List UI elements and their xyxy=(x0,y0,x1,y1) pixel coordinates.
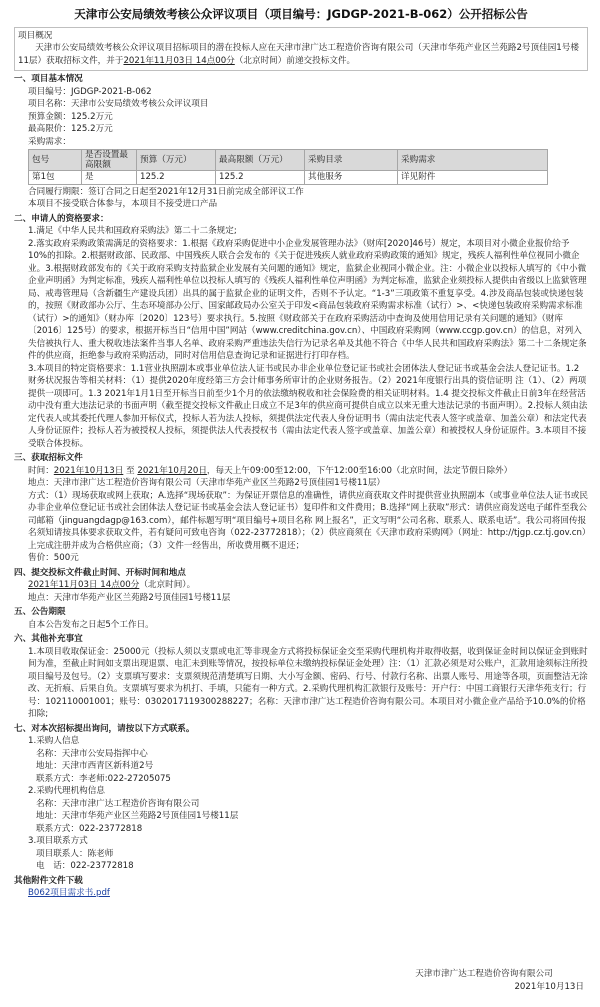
obtain-method: 方式：（1）现场获取或网上获取；A.选择“现场获取”：为保证开票信息的准确性，请供应商获取文件时提供营业执照副本（或事业单位法人证书或民办非企业单位登记证书或社会团体法人登记证书或基金会法人登记证书）复印件和文件费用；B.选择“网上获取”形式：请供应商发送电子邮件至我公司邮箱（jinguangdagp@163.com），邮件标题写明“项目编号+项目名称 网上报名”，正文写明“公司名称、联系人、联系电话”。我公司将回传报名须知请按具体要求获取文件，若有疑问可致电咨询（022-23772818）；（2）供应商须在《天津市政府采购网》（网址：http://tjgp.cz.tj.gov.cn）上完成注册并成为合格供应商；（3）文件一经售出，所收费用概不退还； xyxy=(28,490,588,551)
max-price: 最高限价：125.2万元 xyxy=(28,124,113,134)
table-row xyxy=(29,171,548,185)
contract-period: 合同履行期限：签订合同之日起至2021年12月31日前完成全部评议工作 xyxy=(28,186,304,197)
procurement-needs-label: 采购需求： xyxy=(28,136,71,147)
consortium-note: 本项目不接受联合体参与，本项目不接受进口产品 xyxy=(28,199,218,209)
signature-company: 天津市津广达工程造价咨询有限公司 xyxy=(415,969,553,979)
section-contact-heading: 七、对本次招标提出询问，请按以下方式联系。 xyxy=(14,723,195,734)
package-table xyxy=(28,149,548,185)
project-contact-heading: 3.项目联系方式 xyxy=(28,836,88,846)
deadline-time: 2021年11月03日 14点00分（北京时间）。 xyxy=(28,580,196,590)
date-end: 2021年10月20日 xyxy=(137,465,207,476)
table-header-row xyxy=(29,150,548,171)
table-cell: 其他服务 xyxy=(305,171,398,185)
project-contact-person: 项目联系人：陈老师 xyxy=(36,848,114,859)
purchaser-heading: 1.采购人信息 xyxy=(28,736,80,746)
agency-name: 名称：天津市津广达工程造价咨询有限公司 xyxy=(36,798,200,809)
section-notice-period-heading: 五、公告期限 xyxy=(14,607,66,617)
purchaser-contact: 联系方式：李老师:022-27205075 xyxy=(36,773,171,784)
attachments-heading: 其他附件文件下载 xyxy=(14,875,83,886)
col-header: 预算（万元） xyxy=(137,150,216,171)
announcement xyxy=(14,6,588,900)
section-qualification-heading: 二、申请人的资格要求： xyxy=(14,213,109,224)
project-overview xyxy=(14,27,588,72)
table-cell: 是 xyxy=(82,171,137,185)
signature-block xyxy=(384,968,584,993)
other-matters-text: 1.本项目收取保证金：25000元（投标人须以支票或电汇等非现金方式将投标保证金交至采购代理机构并取得收据，收到保证金时间以保证金到账时间为准，至截止时间如支票出现退票、电汇未到账等情况，按投标单位未缴纳投标保证金处理）注：（1）汇款必须是对公账户，汇款用途须标注所投项目编号及包号。（2）支票填写要求：支票须规范清楚填写日期、大小写金额、密码、行号、付款行名称、出票人账号、用途等各项，页面整洁无涂改、无折痕、后果自负。支票填写要求为机打、手填，只能有一种方式。2.采购代理机构汇款银行及账号：开户行：中国工商银行天津华苑支行；行号：102110001001；账号：0302017119300288227；名称：天津市津广达工程造价咨询有限公司。本项目对小微企业产品给予10.0%的价格扣除; xyxy=(28,646,588,719)
section-deadline-heading: 四、提交投标文件截止时间、开标时间和地点 xyxy=(14,567,186,578)
col-header: 最高限额（万元） xyxy=(216,150,305,171)
purchaser-name: 名称：天津市公安局指挥中心 xyxy=(36,748,148,759)
agency-heading: 2.采购代理机构信息 xyxy=(28,786,105,796)
table-cell: 第1包 xyxy=(29,171,82,185)
attachment-item xyxy=(14,887,588,900)
signature-date: 2021年10月13日 xyxy=(514,981,584,992)
page-title: 天津市公安局绩效考核公众评议项目（项目编号：JGDGP-2021-B-062）公开招标公告 xyxy=(74,7,528,21)
qualification-p3: 3.本项目的特定资格要求：1.1营业执照副本或事业单位法人证书或民办非企业单位登记证书或社会团体法人登记证书或基金会法人登记证书。1.2 财务状况报告等相关材料：（1）提供2020年度经第三方会计师事务所审计的企业财务报告。（2）2021年度银行出具的资信证明 注（1）、（2）两项提供一项即可。1.3 2021年1月1日至开标当日前至少1个月的依法缴纳税收和社会保险费的相关证明材料。1.4 提交投标文件截止日前3年在经营活动中没有重大违法记录的书面声明（截至提交投标文件截止日成立不足3年的供应商可提供自成立以来无重大违法记录的书面声明）。2.投标人须由法定代表人或其委托代理人参加开标仪式，投标人若为法人投标，须提供法定代表人身份证明书（需由法定代表人签字或盖章、加盖公章）和法定代表人身份证原件；投标人若为被授权人投标，须提供法人代表授权书（需由法定代表人签字或盖章、加盖公章）和被授权人身份证原件。3.本项目不接受联合体投标。 xyxy=(28,363,588,449)
obtain-place: 地点：天津市津广达工程造价咨询有限公司（天津市华苑产业区兰苑路2号顶佳园1号楼11层） xyxy=(28,478,386,488)
obtain-price: 售价：500元 xyxy=(28,553,79,563)
project-name: 项目名称：天津市公安局绩效考核公众评议项目 xyxy=(28,99,209,109)
table-cell: 125.2 xyxy=(137,171,216,185)
col-header: 是否设置最高限额 xyxy=(82,150,137,171)
table-cell: 详见附件 xyxy=(398,171,548,185)
agency-contact: 联系方式：022-23772818 xyxy=(36,823,143,834)
agency-address: 地址：天津市华苑产业区兰苑路2号顶佳园1号楼11层 xyxy=(36,811,239,821)
col-header: 采购目录 xyxy=(305,150,398,171)
col-header: 采购需求 xyxy=(398,150,548,171)
date-start: 2021年10月13日 xyxy=(53,465,124,476)
qualification-p1: 1.满足《中华人民共和国政府采购法》第二十二条规定; xyxy=(28,226,237,236)
project-code: 项目编号：JGDGP-2021-B-062 xyxy=(28,86,152,97)
table-cell: 125.2 xyxy=(216,171,305,185)
overview-text: 天津市公安局绩效考核公众评议项目招标项目的潜在投标人应在天津市津广达工程造价咨询有限公司（天津市华苑产业区兰苑路2号顶佳园1号楼11层）获取招标文件，并于2021年11月03日 14点00分（北京时间）前递交投标文件。 xyxy=(18,43,579,66)
purchaser-address: 地址：天津市西青区新科道2号 xyxy=(36,761,154,771)
obtain-time: 时间：2021年10月13日 至 2021年10月20日，每天上午09:00至12:00，下午12:00至16:00（北京时间，法定节假日除外） xyxy=(28,465,513,476)
deadline-datetime: 2021年11月03日 14点00分 xyxy=(28,580,140,590)
section-obtain-docs-heading: 三、获取招标文件 xyxy=(14,453,83,463)
col-header: 包号 xyxy=(29,150,82,171)
project-contact-phone: 电 话：022-23772818 xyxy=(36,861,134,871)
attachment-link[interactable]: B062项目需求书.pdf xyxy=(28,888,110,898)
overview-heading: 项目概况 xyxy=(18,30,53,41)
overview-deadline: 2021年11月03日 14点00分 xyxy=(123,55,235,66)
budget-amount: 预算金额：125.2万元 xyxy=(28,111,113,122)
section-other-matters-heading: 六、其他补充事宜 xyxy=(14,634,83,644)
qualification-p2: 2.落实政府采购政策需满足的资格要求：1.根据《政府采购促进中小企业发展管理办法》（财库[2020]46号）规定，本项目对小微企业报价给予10%的扣除。2.根据财政部、民政部、中国残疾人联合会发布的《关于促进残疾人就业政府采购政策的通知》规定，残疾人福利性单位视同小微企业。3.根据财政部发布的《关于政府采购支持监狱企业发展有关问题的通知》规定，监狱企业视同小微企业。注：小微企业以投标人填写的《中小微企业声明函》为判定标准，残疾人福利性单位以投标人填写的《残疾人福利性单位声明函》为判定标准，监狱企业须投标人提供由省级以上监狱管理局、戒毒管理局（含新疆生产建设兵团）出具的属于监狱企业的证明文件，否则不予认定。“1-3”三项政策不重复享受。4.涉及商品包装或快递包装的，按照《财政部办公厅、生态环境部办公厅、国家邮政局办公室关于印发<商品包装政府采购需求标准（试行）>、<快递包装政府采购需求标准（试行）>的通知》（财办库〔2020〕123号）要求执行。5.按照《财政部关于在政府采购活动中查询及使用信用记录有关问题的通知》（财库〔2016〕125号）的要求，根据开标当日“信用中国”网站（www.creditchina.gov.cn）、中国政府采购网（www.ccgp.gov.cn）的信息，对列入失信被执行人、重大税收违法案件当事人名单、政府采购严重违法失信行为记录名单及其他不符合《中华人民共和国政府采购法》第二十二条规定条件的供应商，拒绝参与政府采购活动，同时对信用信息查询记录和证据进行打印存档。 xyxy=(28,238,587,361)
notice-period-text: 自本公告发布之日起5个工作日。 xyxy=(28,619,154,630)
section-basic-info-heading: 一、项目基本情况 xyxy=(14,74,83,84)
deadline-place: 地点：天津市华苑产业区兰苑路2号顶佳园1号楼11层 xyxy=(28,592,231,603)
